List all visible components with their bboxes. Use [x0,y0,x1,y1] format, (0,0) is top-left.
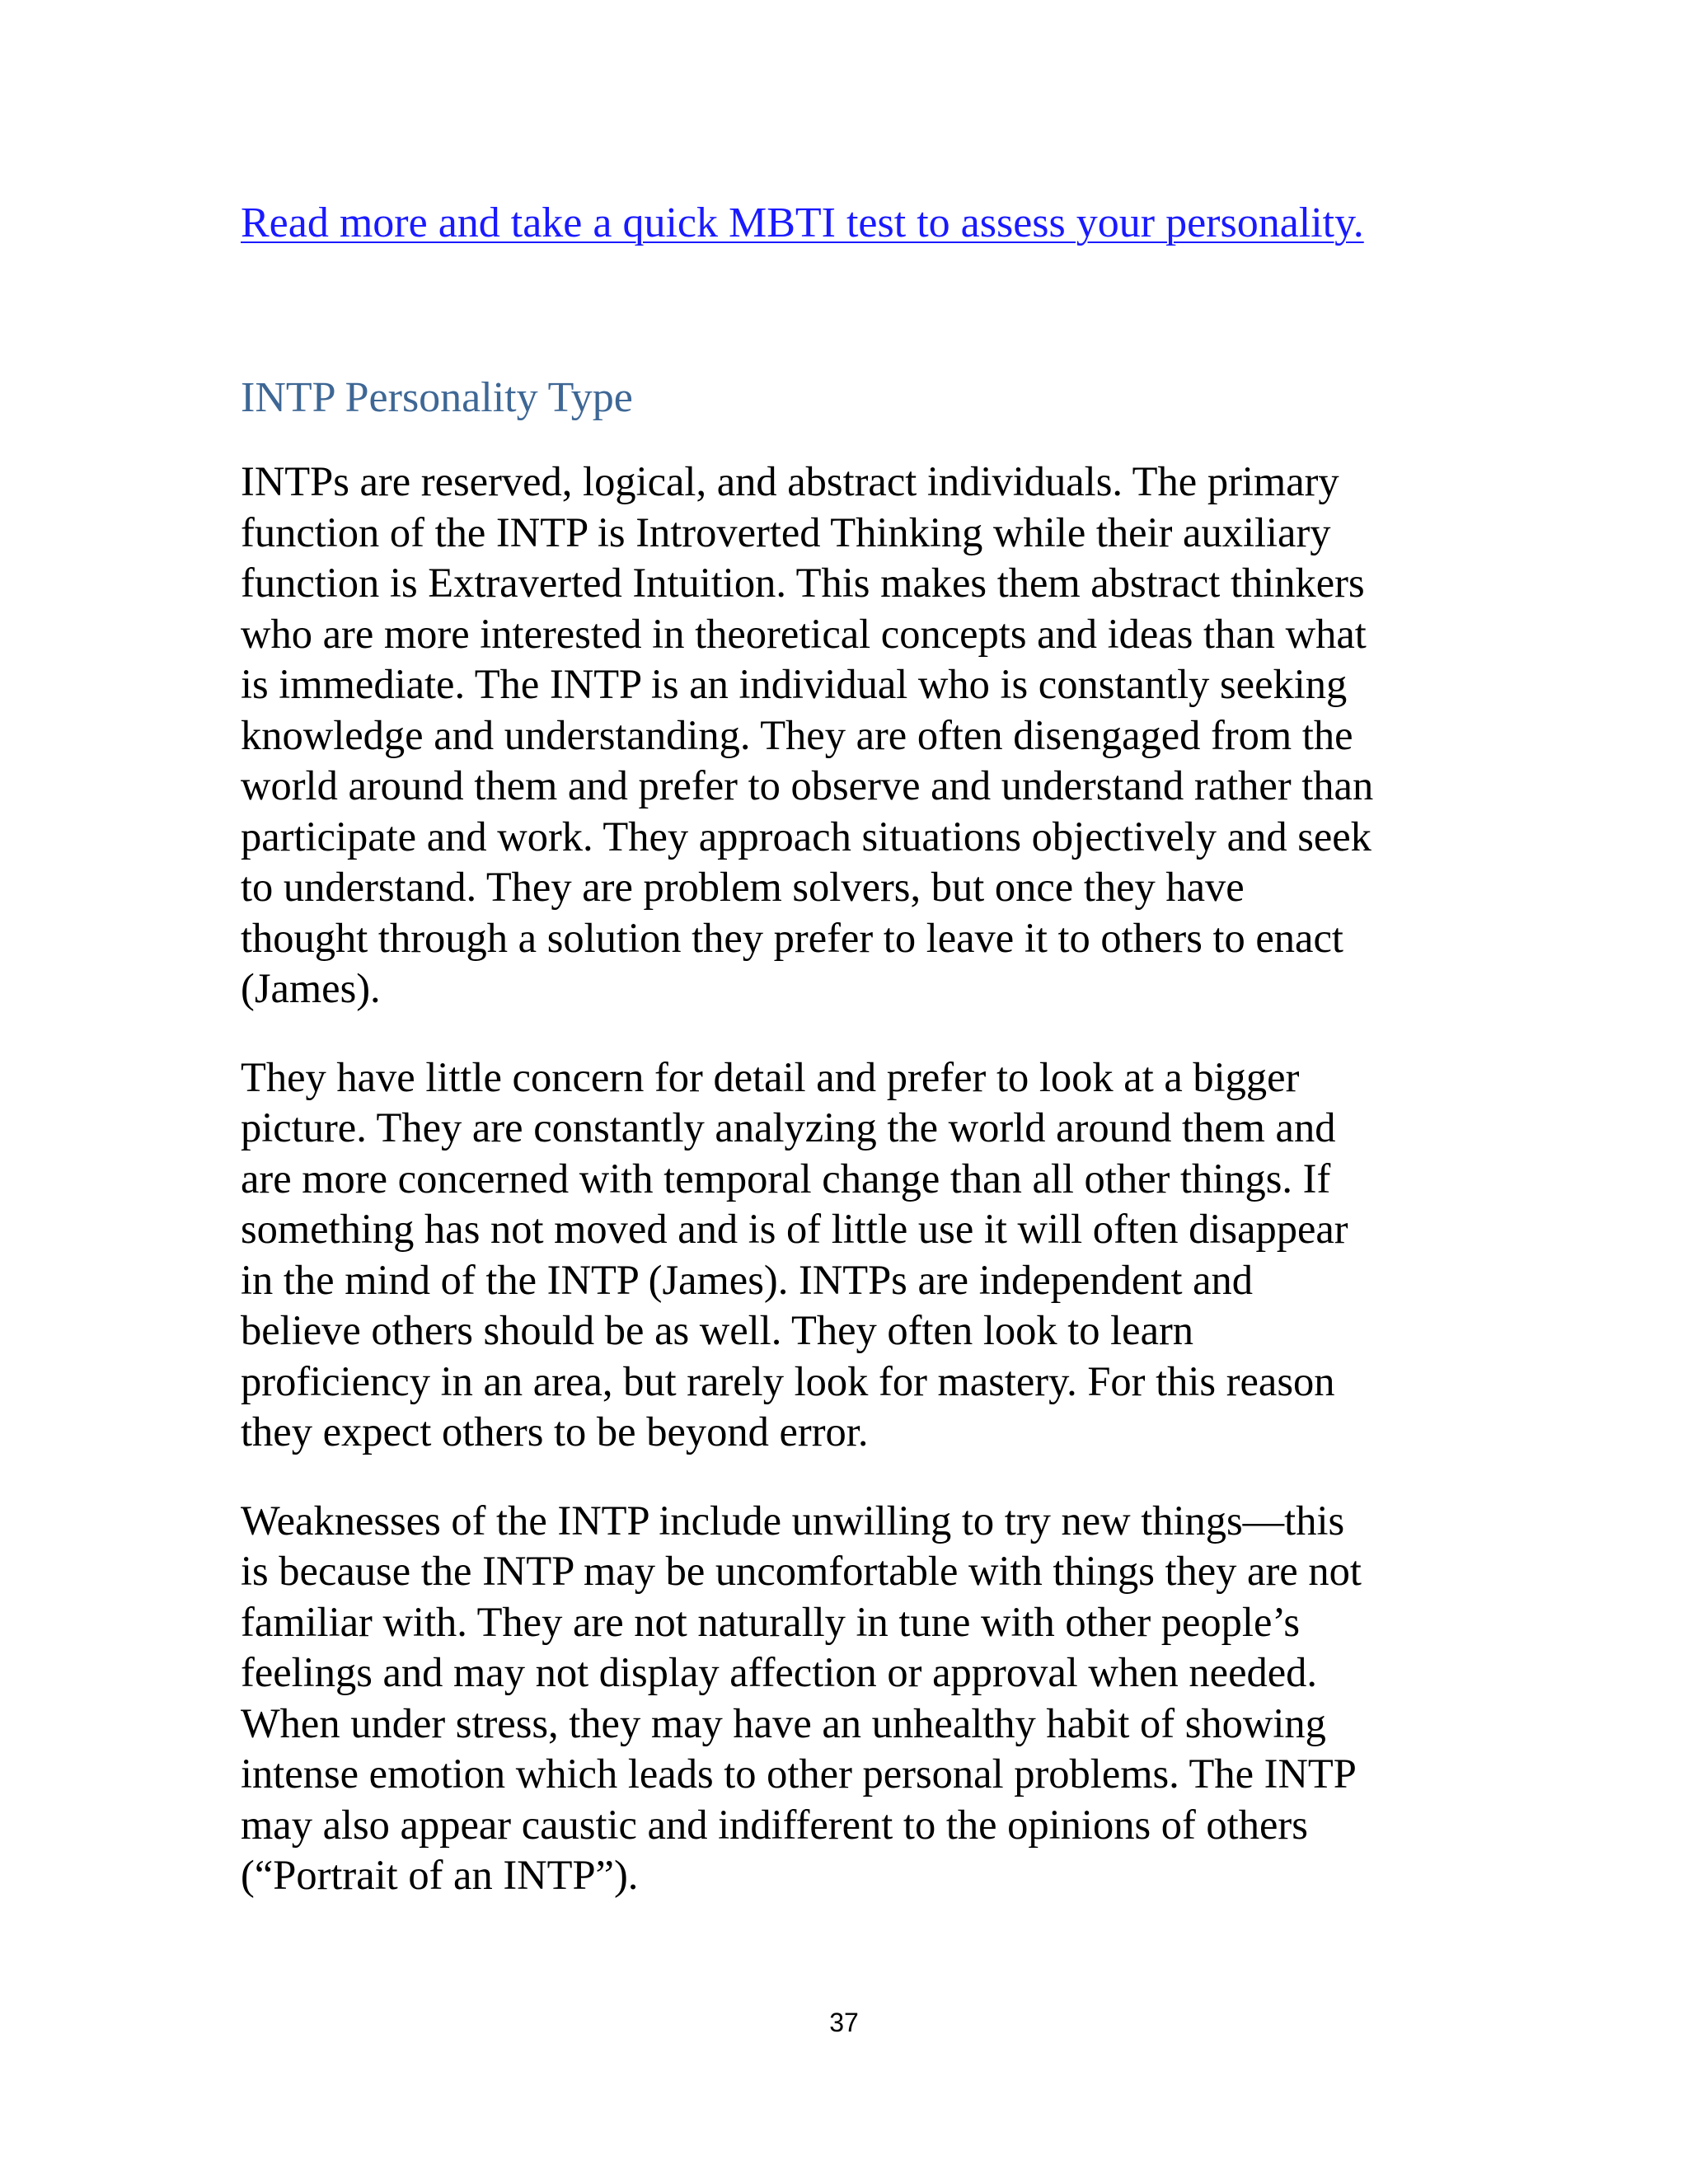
text-line: world around them and prefer to observe and understand rather than [241,762,1374,808]
text-line: INTPs are reserved, logical, and abstract individuals. The primary [241,458,1339,504]
page-number: 37 [829,2008,859,2037]
text-line: function of the INTP is Introverted Thinking while their auxiliary [241,509,1331,555]
text-line: (James). [241,965,381,1011]
text-line: picture. They are constantly analyzing the world around them and [241,1104,1336,1151]
text-line: who are more interested in theoretical concepts and ideas than what [241,610,1367,657]
text-line: function is Extraverted Intuition. This makes them abstract thinkers [241,560,1365,606]
paragraph-overview [241,457,1452,1015]
text-line: They have little concern for detail and prefer to look at a bigger [241,1053,1300,1100]
text-line: proficiency in an area, but rarely look for mastery. For this reason [241,1357,1335,1404]
text-line: (“Portrait of an INTP”). [241,1852,639,1898]
text-line: is immediate. The INTP is an individual who is constantly seeking [241,661,1348,707]
text-line: Weaknesses of the INTP include unwilling to try new things—this [241,1497,1345,1544]
text-line: they expect others to be beyond error. [241,1408,869,1455]
mbti-test-link[interactable]: Read more and take a quick MBTI test to assess your personality. [241,199,1364,246]
text-line: thought through a solution they prefer to leave it to others to enact [241,914,1343,961]
text-line: something has not moved and is of little use it will often disappear [241,1206,1348,1252]
text-line: is because the INTP may be uncomfortable with things they are not [241,1548,1362,1594]
text-line: familiar with. They are not naturally in tune with other people’s [241,1598,1301,1645]
paragraph-traits [241,1052,1452,1458]
page-content [241,194,1452,1901]
section-heading: INTP Personality Type [241,374,633,421]
text-line: may also appear caustic and indifferent to the opinions of others [241,1801,1308,1848]
text-line: knowledge and understanding. They are often disengaged from the [241,711,1353,758]
text-line: in the mind of the INTP (James). INTPs are independent and [241,1256,1254,1303]
text-line: are more concerned with temporal change than all other things. If [241,1155,1331,1202]
text-line: When under stress, they may have an unhealthy habit of showing [241,1699,1326,1746]
text-line: intense emotion which leads to other personal problems. The INTP [241,1750,1357,1797]
paragraph-weaknesses [241,1496,1452,1901]
text-line: to understand. They are problem solvers, but once they have [241,864,1245,910]
text-line: participate and work. They approach situations objectively and seek [241,813,1372,860]
text-line: believe others should be as well. They often look to learn [241,1307,1194,1353]
text-line: feelings and may not display affection or approval when needed. [241,1649,1318,1695]
